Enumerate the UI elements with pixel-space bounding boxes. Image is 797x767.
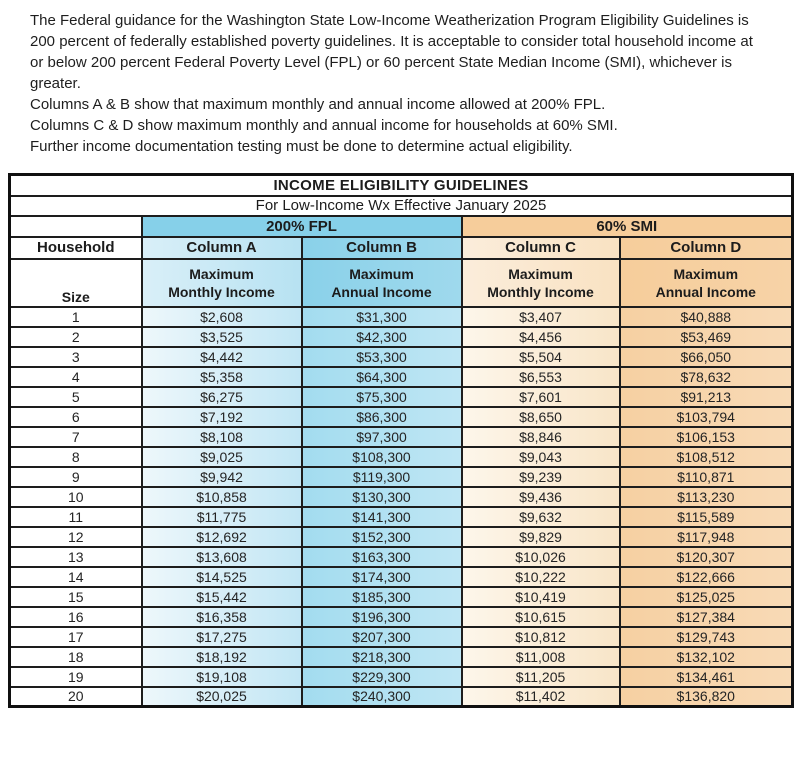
col-a-monthly-income-cell: $13,608 — [142, 547, 302, 567]
col-a-monthly-income-cell: $14,525 — [142, 567, 302, 587]
household-size-cell: 14 — [10, 567, 142, 587]
household-size-cell: 6 — [10, 407, 142, 427]
col-d-annual-income-cell: $129,743 — [620, 627, 793, 647]
col-b-annual-income-cell: $141,300 — [302, 507, 462, 527]
col-b-annual-income-cell: $207,300 — [302, 627, 462, 647]
household-size-cell: 18 — [10, 647, 142, 667]
column-d-subheader — [620, 259, 793, 307]
col-d-annual-income-cell: $40,888 — [620, 307, 793, 327]
table-body — [10, 307, 793, 707]
col-c-monthly-income-cell: $9,632 — [462, 507, 620, 527]
col-a-monthly-income-cell: $19,108 — [142, 667, 302, 687]
col-a-monthly-income-cell: $8,108 — [142, 427, 302, 447]
column-b-header: Column B — [302, 237, 462, 259]
column-b-sub-line1: Maximum — [349, 265, 414, 282]
column-d-sub-line2: Annual Income — [655, 283, 756, 300]
col-c-monthly-income-cell: $4,456 — [462, 327, 620, 347]
household-size-cell: 5 — [10, 387, 142, 407]
table-title-row — [10, 175, 793, 196]
table-row — [10, 627, 793, 647]
household-size-cell: 10 — [10, 487, 142, 507]
col-d-annual-income-cell: $66,050 — [620, 347, 793, 367]
col-d-annual-income-cell: $134,461 — [620, 667, 793, 687]
col-a-monthly-income-cell: $4,442 — [142, 347, 302, 367]
table-row — [10, 347, 793, 367]
col-a-monthly-income-cell: $10,858 — [142, 487, 302, 507]
col-b-annual-income-cell: $119,300 — [302, 467, 462, 487]
col-a-monthly-income-cell: $9,025 — [142, 447, 302, 467]
col-c-monthly-income-cell: $10,419 — [462, 587, 620, 607]
col-d-annual-income-cell: $120,307 — [620, 547, 793, 567]
col-d-annual-income-cell: $122,666 — [620, 567, 793, 587]
column-c-header: Column C — [462, 237, 620, 259]
household-size-cell: 16 — [10, 607, 142, 627]
col-c-monthly-income-cell: $10,812 — [462, 627, 620, 647]
table-subtitle-row — [10, 196, 793, 216]
intro-paragraph-federal-guidance: The Federal guidance for the Washington State Low-Income Weatherization Program Eligibility Guidelines is 200 percent of federally established poverty guidelines. It is acceptable to consider total household income at or below 200 percent Federal Poverty Level (FPL) or 60 percent State Median Income (SMI), whichever is greater. — [30, 12, 753, 92]
table-row — [10, 527, 793, 547]
col-b-annual-income-cell: $130,300 — [302, 487, 462, 507]
col-b-annual-income-cell: $31,300 — [302, 307, 462, 327]
col-c-monthly-income-cell: $11,205 — [462, 667, 620, 687]
col-d-annual-income-cell: $108,512 — [620, 447, 793, 467]
col-b-annual-income-cell: $196,300 — [302, 607, 462, 627]
household-size-cell: 12 — [10, 527, 142, 547]
col-b-annual-income-cell: $64,300 — [302, 367, 462, 387]
col-d-annual-income-cell: $106,153 — [620, 427, 793, 447]
column-a-sub-line1: Maximum — [189, 265, 254, 282]
column-b-sub-line2: Annual Income — [331, 283, 432, 300]
col-b-annual-income-cell: $152,300 — [302, 527, 462, 547]
intro-paragraph-further-testing: Further income documentation testing must be done to determine actual eligibility. — [30, 138, 573, 155]
col-b-annual-income-cell: $75,300 — [302, 387, 462, 407]
group-header-60-smi: 60% SMI — [462, 216, 793, 237]
col-a-monthly-income-cell: $18,192 — [142, 647, 302, 667]
column-d-header: Column D — [620, 237, 793, 259]
col-c-monthly-income-cell: $6,553 — [462, 367, 620, 387]
col-b-annual-income-cell: $97,300 — [302, 427, 462, 447]
col-d-annual-income-cell: $91,213 — [620, 387, 793, 407]
column-c-subheader — [462, 259, 620, 307]
col-d-annual-income-cell: $78,632 — [620, 367, 793, 387]
table-header — [10, 175, 793, 307]
col-c-monthly-income-cell: $9,239 — [462, 467, 620, 487]
col-d-annual-income-cell: $103,794 — [620, 407, 793, 427]
column-label-row — [10, 237, 793, 259]
col-d-annual-income-cell: $113,230 — [620, 487, 793, 507]
col-a-monthly-income-cell: $15,442 — [142, 587, 302, 607]
col-d-annual-income-cell: $110,871 — [620, 467, 793, 487]
col-b-annual-income-cell: $218,300 — [302, 647, 462, 667]
col-b-annual-income-cell: $229,300 — [302, 667, 462, 687]
household-size-cell: 1 — [10, 307, 142, 327]
col-b-annual-income-cell: $240,300 — [302, 687, 462, 707]
column-c-sub-line1: Maximum — [508, 265, 573, 282]
household-size-cell: 9 — [10, 467, 142, 487]
col-c-monthly-income-cell: $7,601 — [462, 387, 620, 407]
column-a-header: Column A — [142, 237, 302, 259]
col-a-monthly-income-cell: $6,275 — [142, 387, 302, 407]
col-c-monthly-income-cell: $9,436 — [462, 487, 620, 507]
column-c-sub-line2: Monthly Income — [487, 283, 594, 300]
column-a-subheader — [142, 259, 302, 307]
table-row — [10, 507, 793, 527]
col-c-monthly-income-cell: $8,650 — [462, 407, 620, 427]
table-row — [10, 367, 793, 387]
intro-text — [0, 0, 797, 157]
table-row — [10, 447, 793, 467]
table-row — [10, 307, 793, 327]
col-c-monthly-income-cell: $9,829 — [462, 527, 620, 547]
col-a-monthly-income-cell: $17,275 — [142, 627, 302, 647]
household-size-cell: 20 — [10, 687, 142, 707]
col-a-monthly-income-cell: $3,525 — [142, 327, 302, 347]
household-size-cell: 4 — [10, 367, 142, 387]
column-b-subheader — [302, 259, 462, 307]
household-size-cell: 19 — [10, 667, 142, 687]
household-size-cell: 15 — [10, 587, 142, 607]
col-c-monthly-income-cell: $9,043 — [462, 447, 620, 467]
table-row — [10, 647, 793, 667]
col-b-annual-income-cell: $185,300 — [302, 587, 462, 607]
col-d-annual-income-cell: $117,948 — [620, 527, 793, 547]
intro-paragraph-columns-ab: Columns A & B show that maximum monthly and annual income allowed at 200% FPL. — [30, 96, 606, 113]
corner-empty-cell — [10, 216, 142, 237]
col-a-monthly-income-cell: $16,358 — [142, 607, 302, 627]
group-header-200-fpl: 200% FPL — [142, 216, 462, 237]
household-size-cell: 17 — [10, 627, 142, 647]
col-b-annual-income-cell: $42,300 — [302, 327, 462, 347]
household-size-cell: 11 — [10, 507, 142, 527]
household-size-cell: 2 — [10, 327, 142, 347]
col-c-monthly-income-cell: $8,846 — [462, 427, 620, 447]
table-row — [10, 687, 793, 707]
table-row — [10, 427, 793, 447]
col-c-monthly-income-cell: $10,222 — [462, 567, 620, 587]
household-size-cell: 8 — [10, 447, 142, 467]
col-b-annual-income-cell: $53,300 — [302, 347, 462, 367]
table-row — [10, 567, 793, 587]
col-a-monthly-income-cell: $2,608 — [142, 307, 302, 327]
col-a-monthly-income-cell: $12,692 — [142, 527, 302, 547]
col-d-annual-income-cell: $125,025 — [620, 587, 793, 607]
col-b-annual-income-cell: $163,300 — [302, 547, 462, 567]
col-a-monthly-income-cell: $20,025 — [142, 687, 302, 707]
table-title: INCOME ELIGIBILITY GUIDELINES — [10, 175, 793, 196]
table-subtitle: For Low-Income Wx Effective January 2025 — [10, 196, 793, 216]
table-row — [10, 327, 793, 347]
household-size-cell: 3 — [10, 347, 142, 367]
col-c-monthly-income-cell: $11,008 — [462, 647, 620, 667]
income-eligibility-table — [8, 173, 794, 708]
col-b-annual-income-cell: $86,300 — [302, 407, 462, 427]
group-header-row — [10, 216, 793, 237]
col-d-annual-income-cell: $53,469 — [620, 327, 793, 347]
table-row — [10, 587, 793, 607]
col-d-annual-income-cell: $127,384 — [620, 607, 793, 627]
table-row — [10, 547, 793, 567]
col-d-annual-income-cell: $136,820 — [620, 687, 793, 707]
col-a-monthly-income-cell: $11,775 — [142, 507, 302, 527]
col-a-monthly-income-cell: $9,942 — [142, 467, 302, 487]
col-a-monthly-income-cell: $7,192 — [142, 407, 302, 427]
household-size-cell: 7 — [10, 427, 142, 447]
size-header: Size — [10, 259, 142, 307]
column-d-sub-line1: Maximum — [673, 265, 739, 282]
col-c-monthly-income-cell: $10,615 — [462, 607, 620, 627]
col-b-annual-income-cell: $174,300 — [302, 567, 462, 587]
table-row — [10, 607, 793, 627]
col-c-monthly-income-cell: $11,402 — [462, 687, 620, 707]
col-d-annual-income-cell: $132,102 — [620, 647, 793, 667]
table-row — [10, 667, 793, 687]
col-a-monthly-income-cell: $5,358 — [142, 367, 302, 387]
column-a-sub-line2: Monthly Income — [168, 283, 275, 300]
table-row — [10, 407, 793, 427]
table-row — [10, 467, 793, 487]
col-d-annual-income-cell: $115,589 — [620, 507, 793, 527]
household-header: Household — [10, 237, 142, 259]
table-row — [10, 487, 793, 507]
column-subheader-row — [10, 259, 793, 307]
intro-paragraph-columns-cd: Columns C & D show maximum monthly and annual income for households at 60% SMI. — [30, 117, 618, 134]
col-c-monthly-income-cell: $3,407 — [462, 307, 620, 327]
col-b-annual-income-cell: $108,300 — [302, 447, 462, 467]
col-c-monthly-income-cell: $10,026 — [462, 547, 620, 567]
household-size-cell: 13 — [10, 547, 142, 567]
table-row — [10, 387, 793, 407]
col-c-monthly-income-cell: $5,504 — [462, 347, 620, 367]
